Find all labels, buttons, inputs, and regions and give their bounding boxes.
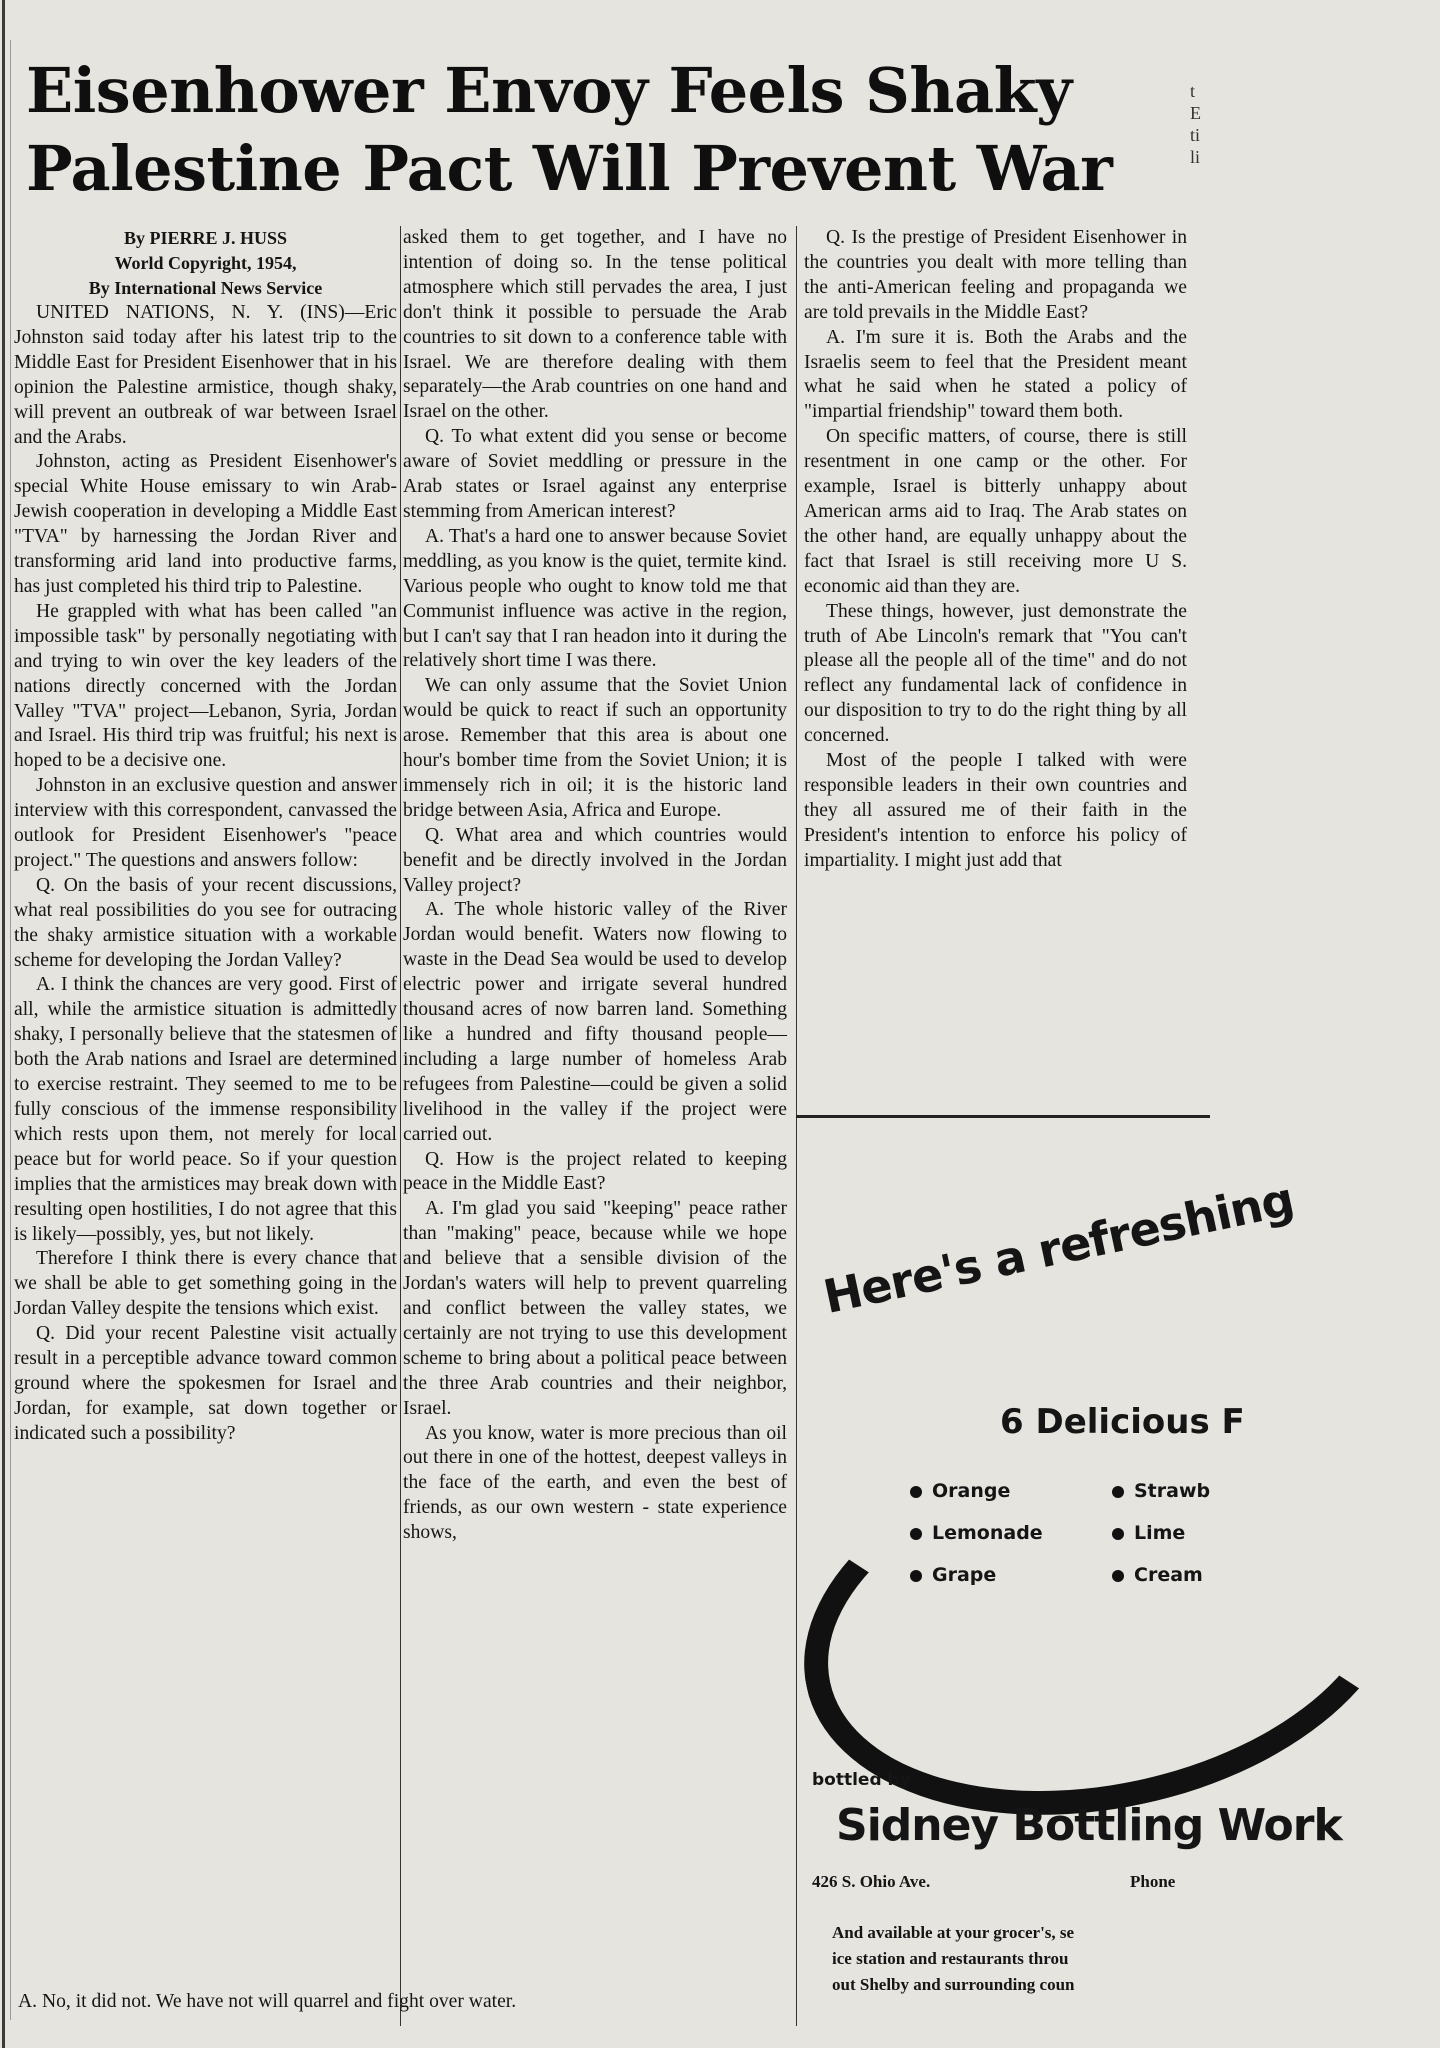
fragment-text: E bbox=[1190, 103, 1201, 123]
paragraph: He grappled with what has been called "an impossible task" by personally negotiating with and trying to win over the key leaders of the nations directly concerned with the Jordan Valley "TVA" project—Lebanon, Syria, Jordan and Israel. His third trip was fruitful; his next is hoped to be a decisive one. bbox=[14, 600, 397, 772]
paragraph: asked them to get together, and I have no intention of doing so. In the tense political atmosphere which still pervades the area, I just don't think it possible to persuade the Arab countries to sit down to a conference table with Israel. We are therefore dealing with them separately—the Arab countries on one hand and Israel on the other. bbox=[403, 227, 787, 423]
column-rule-left bbox=[10, 40, 11, 2020]
question-paragraph: Q. Did your recent Palestine visit actually result in a perceptible advance toward common ground where the spokesmen for Israel and Jordan, for example, sat down together or indicated such a possibility? bbox=[14, 1323, 397, 1444]
question-paragraph: Q. What area and which countries would benefit and be directly involved in the Jordan Valley project? bbox=[403, 824, 787, 896]
page-edge-left bbox=[2, 0, 5, 2048]
article-column-3 bbox=[804, 226, 1187, 874]
column-rule bbox=[400, 226, 401, 2026]
article-final-line: A. No, it did not. We have not will quarrel and fight over water. bbox=[18, 1991, 517, 2012]
byline-copyright: World Copyright, 1954, bbox=[114, 253, 297, 273]
column-rule bbox=[796, 226, 797, 2026]
question-paragraph: Q. On the basis of your recent discussions, what real possibilities do you see for outracing the shaky armistice situation with a workable scheme for developing the Jordan Valley? bbox=[14, 874, 397, 971]
paragraph: Johnston, acting as President Eisenhower's special White House emissary to win Arab-Jewish cooperation in developing a Middle East "TVA" by harnessing the Jordan River and transforming arid land into productive farms, has just completed his third trip to Palestine. bbox=[14, 451, 397, 597]
paragraph: UNITED NATIONS, N. Y. (INS)—Eric Johnston said today after his latest trip to the Middle East for President Eisenhower that in his opinion the Palestine armistice, though shaky, will prevent an outbreak of war between Israel and the Arabs. bbox=[14, 302, 397, 448]
answer-paragraph: A. I think the chances are very good. First of all, while the armistice situation is admittedly shaky, I personally believe that the statesmen of both the Arab nations and Israel are determined to exercise restraint. They seemed to me to be fully conscious of the immense responsibility which rests upon them, not merely for local peace but for world peace. So if your question implies that the armistices may break down with resulting open hostilities, I do not agree that this is likely—possibly, yes, but not likely. bbox=[14, 974, 397, 1245]
headline-line-1: Eisenhower Envoy Feels Shaky bbox=[26, 54, 1072, 127]
headline bbox=[26, 52, 1196, 208]
paragraph: As you know, water is more precious than oil out there in one of the hottest, deepest valleys in the face of the earth, and even the best of friends, as our own western - state experience shows, bbox=[403, 1422, 787, 1544]
ad-address: 426 S. Ohio Ave. bbox=[812, 1872, 931, 1891]
ad-availability bbox=[832, 1920, 1075, 1998]
answer-paragraph: A. The whole historic valley of the River Jordan would benefit. Waters now flowing to waste in the Dead Sea would be used to develop electric power and irrigate several hundred thousand acres of now barren land. Something like a hundred and fifty thousand people—including a large number of homeless Arab refugees from Palestine—could be given a solid livelihood in the valley if the project were carried out. bbox=[403, 899, 787, 1145]
bullet-icon bbox=[910, 1486, 922, 1498]
ad-phone: Phone bbox=[1130, 1872, 1176, 1891]
paragraph: Johnston in an exclusive question and answer interview with this correspondent, canvassed the outlook for President Eisenhower's "peace project." The questions and answers follow: bbox=[14, 775, 397, 871]
paragraph: We can only assume that the Soviet Union would be quick to react if such an opportunity arose. Remember that this area is about one hour's bomber time from the Soviet Union; it is immensely rich in oil; it is the historic land bridge between Asia, Africa and Europe. bbox=[403, 675, 787, 821]
adjacent-column-fragment bbox=[1190, 80, 1210, 1080]
article-column-2 bbox=[403, 226, 787, 1546]
question-paragraph: Q. How is the project related to keeping peace in the Middle East? bbox=[403, 1148, 787, 1195]
answer-paragraph: A. That's a hard one to answer because Soviet meddling, as you know is the quiet, termite kind. Various people who ought to know told me that Communist influence was active in the region, but I can't say that I ran headon into it during the relatively short time I was there. bbox=[403, 525, 787, 672]
byline-service: By International News Service bbox=[88, 278, 323, 298]
flavor-label: Cream bbox=[1134, 1564, 1203, 1586]
paragraph: These things, however, just demonstrate the truth of Abe Lincoln's remark that "You can't please all the people all of the time" and do not reflect any fundamental lack of confidence in our disposition to try to do the right thing by all concerned. bbox=[804, 600, 1187, 747]
ad-swoosh-graphic bbox=[768, 1381, 1439, 1867]
fragment-text: ti bbox=[1190, 125, 1201, 145]
question-paragraph: Q. Is the prestige of President Eisenhower in the countries you dealt with more telling than the anti-American feeling and propaganda we are told prevails in the Middle East? bbox=[804, 227, 1187, 323]
ad-slogan: Here's a refreshing bbox=[818, 1171, 1299, 1324]
ad-flavors-heading: 6 Delicious F bbox=[1000, 1402, 1245, 1442]
paragraph: On specific matters, of course, there is still resentment in one camp or the other. For example, Israel is bitterly unhappy about American arms aid to Iraq. The Arab states on the other hand, are equally unhappy about the fact that Israel is still receiving more U S. economic aid than they are. bbox=[804, 426, 1187, 597]
flavor-label: Lime bbox=[1134, 1522, 1186, 1544]
fragment-text: t bbox=[1190, 81, 1196, 101]
advertisement bbox=[800, 1120, 1342, 2020]
flavor-label: Strawb bbox=[1134, 1480, 1211, 1502]
paragraph: Most of the people I talked with were responsible leaders in their own countries and they all assured me of their faith in the President's intention to enforce his policy of impartiality. I might just add that bbox=[804, 750, 1187, 871]
question-paragraph: Q. To what extent did you sense or become aware of Soviet meddling or pressure in the Arab states or Israel against any enterprise stemming from American interest? bbox=[403, 426, 787, 522]
flavor-label: Lemonade bbox=[932, 1522, 1043, 1544]
ad-company-name: Sidney Bottling Work bbox=[836, 1800, 1342, 1851]
flavor-label: Grape bbox=[932, 1564, 997, 1586]
ad-bottled-by: bottled by bbox=[812, 1770, 911, 1790]
byline-author: By PIERRE J. HUSS bbox=[123, 228, 288, 248]
paragraph: Therefore I think there is every chance that we shall be able to get something going in the Jordan Valley despite the tensions which exist. bbox=[14, 1248, 397, 1320]
answer-paragraph: A. I'm glad you said "keeping" peace rather than "making" peace, because while we hope and believe that a sensible division of the Jordan's waters will help to prevent quarreling and conflict between the valley states, we certainly are not trying to use this development scheme to bring about a political peace between the three Arab countries and their neighbor, Israel. bbox=[403, 1198, 787, 1419]
flavor-label: Orange bbox=[932, 1480, 1011, 1502]
answer-paragraph: A. I'm sure it is. Both the Arabs and the Israelis seem to feel that the President meant what he said when he stated a policy of "impartial friendship" toward them both. bbox=[804, 326, 1187, 423]
ad-divider bbox=[796, 1115, 1210, 1118]
ad-availability-line: And available at your grocer's, se bbox=[832, 1923, 1075, 1942]
ad-availability-line: out Shelby and surrounding coun bbox=[832, 1975, 1075, 1994]
ad-availability-line: ice station and restaurants throu bbox=[832, 1949, 1069, 1968]
headline-line-2: Palestine Pact Will Prevent War bbox=[26, 132, 1113, 205]
article-column-1 bbox=[14, 226, 397, 1447]
fragment-text: li bbox=[1190, 147, 1201, 167]
